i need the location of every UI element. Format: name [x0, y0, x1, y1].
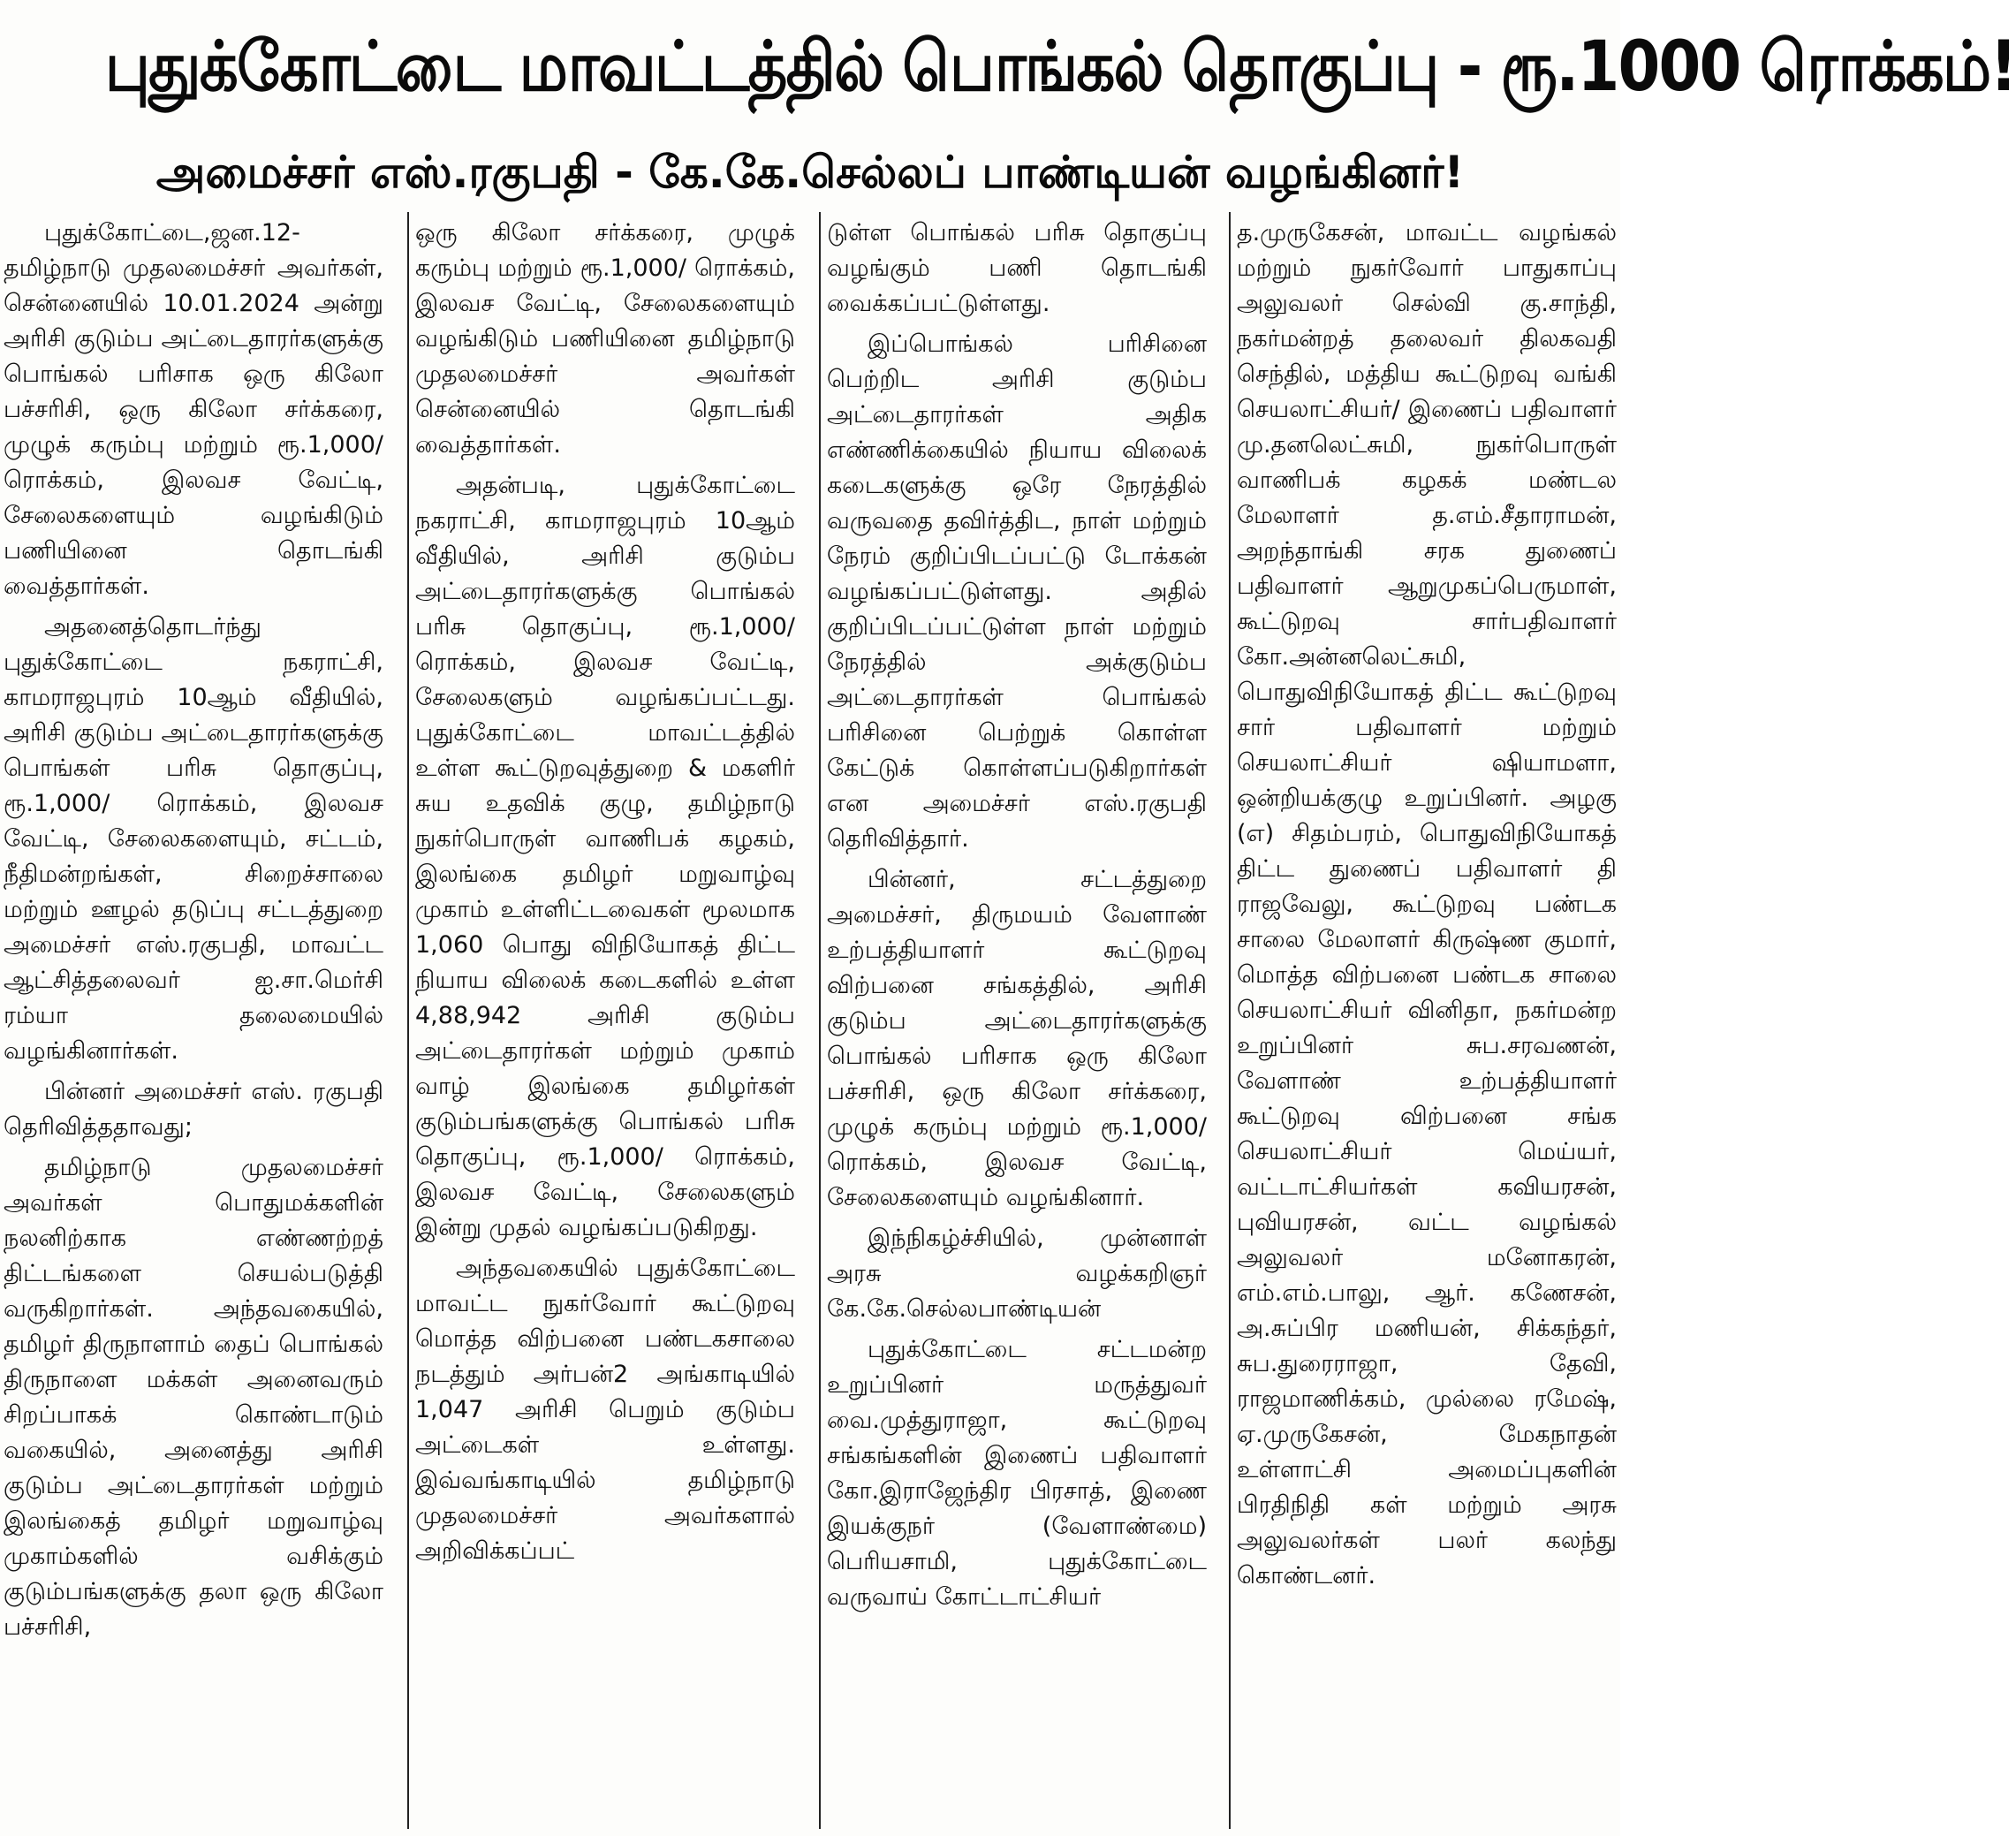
- paragraph: அதன்படி, புதுக்கோட்டை நகராட்சி, காமராஜபுரம் 10ஆம் வீதியில், அரிசி குடும்ப அட்டைதாரர்களுக்கு பொங்கல் பரிசு தொகுப்பு, ரூ.1,000/ ரொக்கம், இலவச வேட்டி, சேலைகளும் வழங்கப்பட்டது. புதுக்கோட்டை மாவட்டத்தில் உள்ள கூட்டுறவுத்துறை & மகளிர் சுய உதவிக் குழு, தமிழ்நாடு நுகர்பொருள் வாணிபக் கழகம், இலங்கை தமிழர் மறுவாழ்வு முகாம் உள்ளிட்டவைகள் மூலமாக 1,060 பொது விநியோகத் திட்ட நியாய விலைக் கடைகளில் உள்ள 4,88,942 அரிசி குடும்ப அட்டைதாரர்கள் மற்றும் முகாம் வாழ் இலங்கை தமிழர்கள் குடும்பங்களுக்கு பொங்கல் பரிசு தொகுப்பு, ரூ.1,000/ ரொக்கம், இலவச வேட்டி, சேலைகளும் இன்று முதல் வழங்கப்படுகிறது.: [415, 472, 795, 1241]
- paragraph: இந்நிகழ்ச்சியில், முன்னாள் அரசு வழக்கறிஞர் கே.கே.செல்லபாண்டியன்: [827, 1225, 1207, 1323]
- paragraph: தமிழ்நாடு முதலமைச்சர் அவர்கள் பொதுமக்களின் நலனிற்காக எண்ணற்றத் திட்டங்களை செயல்படுத்தி வருகிறார்கள். அந்தவகையில், தமிழர் திருநாளாம் தைப் பொங்கல் திருநாளை மக்கள் அனைவரும் சிறப்பாகக் கொண்டாடும் வகையில், அனைத்து அரிசி குடும்ப அட்டைதாரர்கள் மற்றும் இலங்கைத் தமிழர் மறுவாழ்வு முகாம்களில் வசிக்கும் குடும்பங்களுக்கு தலா ஒரு கிலோ பச்சரிசி,: [4, 1154, 383, 1641]
- article-column-4: [1237, 216, 1617, 1832]
- subheadline: அமைச்சர் எஸ்.ரகுபதி - கே.கே.செல்லப் பாண்டியன் வழங்கினர்!: [155, 147, 1465, 198]
- article-column-1: [4, 216, 383, 1832]
- paragraph: அந்தவகையில் புதுக்கோட்டை மாவட்ட நுகர்வோர் கூட்டுறவு மொத்த விற்பனை பண்டகசாலை நடத்தும் அர்பன்2 அங்காடியில் 1,047 அரிசி பெறும் குடும்ப அட்டைகள் உள்ளது. இவ்வங்காடியில் தமிழ்நாடு முதலமைச்சர் அவர்களால் அறிவிக்கப்பட்: [415, 1255, 795, 1565]
- paragraph: த.முருகேசன், மாவட்ட வழங்கல் மற்றும் நுகர்வோர் பாதுகாப்பு அலுவலர் செல்வி கு.சாந்தி, நகர்மன்றத் தலைவர் திலகவதி செந்தில், மத்திய கூட்டுறவு வங்கி செயலாட்சியர்/ இணைப் பதிவாளர் மு.தனலெட்சுமி, நுகர்பொருள் வாணிபக் கழகக் மண்டல மேலாளர் த.எம்.சீதாராமன், அறந்தாங்கி சரக துணைப் பதிவாளர் ஆறுமுகப்பெருமாள், கூட்டுறவு சார்பதிவாளர் கோ.அன்னலெட்சுமி, பொதுவிநியோகத் திட்ட கூட்டுறவு சார் பதிவாளர் மற்றும் செயலாட்சியர் ஷியாமளா, ஒன்றியக்குழு உறுப்பினர். அழகு (எ) சிதம்பரம், பொதுவிநியோகத் திட்ட துணைப் பதிவாளர் தி ராஜவேலு, கூட்டுறவு பண்டக சாலை மேலாளர் கிருஷ்ண குமார், மொத்த விற்பனை பண்டக சாலை செயலாட்சியர் வினிதா, நகர்மன்ற உறுப்பினர் சுப.சரவணன், வேளாண் உற்பத்தியாளர் கூட்டுறவு விற்பனை சங்க செயலாட்சியர் மெய்யர், வட்டாட்சியர்கள் கவியரசன், புவியரசன், வட்ட வழங்கல் அலுவலர் மனோகரன், எம்.எம்.பாலு, ஆர். கணேசன், அ.சுப்பிர மணியன், சிக்கந்தர், சுப.துரைராஜா, தேவி, ராஜமாணிக்கம், முல்லை ரமேஷ், ஏ.முருகேசன், மேகநாதன் உள்ளாட்சி அமைப்புகளின் பிரதிநிதி கள் மற்றும் அரசு அலுவலர்கள் பலர் கலந்து கொண்டனர்.: [1237, 219, 1617, 1589]
- column-divider: [407, 212, 409, 1829]
- paragraph: பின்னர், சட்டத்துறை அமைச்சர், திருமயம் வேளாண் உற்பத்தியாளர் கூட்டுறவு விற்பனை சங்கத்தில், அரிசி குடும்ப அட்டைதாரர்களுக்கு பொங்கல் பரிசாக ஒரு கிலோ பச்சரிசி, ஒரு கிலோ சர்க்கரை, முழுக் கரும்பு மற்றும் ரூ.1,000/ ரொக்கம், இலவச வேட்டி, சேலைகளையும் வழங்கினார்.: [827, 866, 1207, 1211]
- article-column-2: [415, 216, 795, 1832]
- paragraph: அதனைத்தொடர்ந்து புதுக்கோட்டை நகராட்சி, காமராஜபுரம் 10ஆம் வீதியில், அரிசி குடும்ப அட்டைதாரர்களுக்கு பொங்கள் பரிசு தொகுப்பு, ரூ.1,000/ ரொக்கம், இலவச வேட்டி, சேலைகளையும், சட்டம், நீதிமன்றங்கள், சிறைச்சாலை மற்றும் ஊழல் தடுப்பு சட்டத்துறை அமைச்சர் எஸ்.ரகுபதி, மாவட்ட ஆட்சித்தலைவர் ஐ.சா.மெர்சி ரம்யா தலைமையில் வழங்கினார்கள்.: [4, 613, 383, 1065]
- article-column-3: [827, 216, 1207, 1832]
- paragraph: டுள்ள பொங்கல் பரிசு தொகுப்பு வழங்கும் பணி தொடங்கி வைக்கப்பட்டுள்ளது.: [827, 219, 1207, 317]
- paragraph: புதுக்கோட்டை,ஜன.12- தமிழ்நாடு முதலமைச்சர் அவர்கள், சென்னையில் 10.01.2024 அன்று அரிசி குடும்ப அட்டைதாரர்களுக்கு பொங்கல் பரிசாக ஒரு கிலோ பச்சரிசி, ஒரு கிலோ சர்க்கரை, முழுக் கரும்பு மற்றும் ரூ.1,000/ ரொக்கம், இலவச வேட்டி, சேலைகளையும் வழங்கிடும் பணியினை தொடங்கி வைத்தார்கள்.: [4, 219, 383, 600]
- column-divider: [819, 212, 821, 1829]
- paragraph: இப்பொங்கல் பரிசினை பெற்றிட அரிசி குடும்ப அட்டைதாரர்கள் அதிக எண்ணிக்கையில் நியாய விலைக் கடைகளுக்கு ஒரே நேரத்தில் வருவதை தவிர்த்திட, நாள் மற்றும் நேரம் குறிப்பிடப்பட்டு டோக்கன் வழங்கப்பட்டுள்ளது. அதில் குறிப்பிடப்பட்டுள்ள நாள் மற்றும் நேரத்தில் அக்குடும்ப அட்டைதாரர்கள் பொங்கல் பரிசினை பெற்றுக் கொள்ள கேட்டுக் கொள்ளப்படுகிறார்கள் என அமைச்சர் எஸ்.ரகுபதி தெரிவித்தார்.: [827, 330, 1207, 853]
- paragraph: புதுக்கோட்டை சட்டமன்ற உறுப்பினர் மருத்துவர் வை.முத்துராஜா, கூட்டுறவு சங்கங்களின் இணைப் பதிவாளர் கோ.இராஜேந்திர பிரசாத், இணை இயக்குநர் (வேளாண்மை) பெரியசாமி, புதுக்கோட்டை வருவாய் கோட்டாட்சியர்: [827, 1336, 1207, 1611]
- column-divider: [1229, 212, 1231, 1829]
- headline: புதுக்கோட்டை மாவட்டத்தில் பொங்கல் தொகுப்பு - ரூ.1000 ரொக்கம்!: [104, 27, 2016, 107]
- paragraph: ஒரு கிலோ சர்க்கரை, முழுக் கரும்பு மற்றும் ரூ.1,000/ ரொக்கம், இலவச வேட்டி, சேலைகளையும் வழங்கிடும் பணியினை தமிழ்நாடு முதலமைச்சர் அவர்கள் சென்னையில் தொடங்கி வைத்தார்கள்.: [415, 219, 795, 459]
- paragraph: பின்னர் அமைச்சர் எஸ். ரகுபதி தெரிவித்ததாவது;: [4, 1078, 383, 1141]
